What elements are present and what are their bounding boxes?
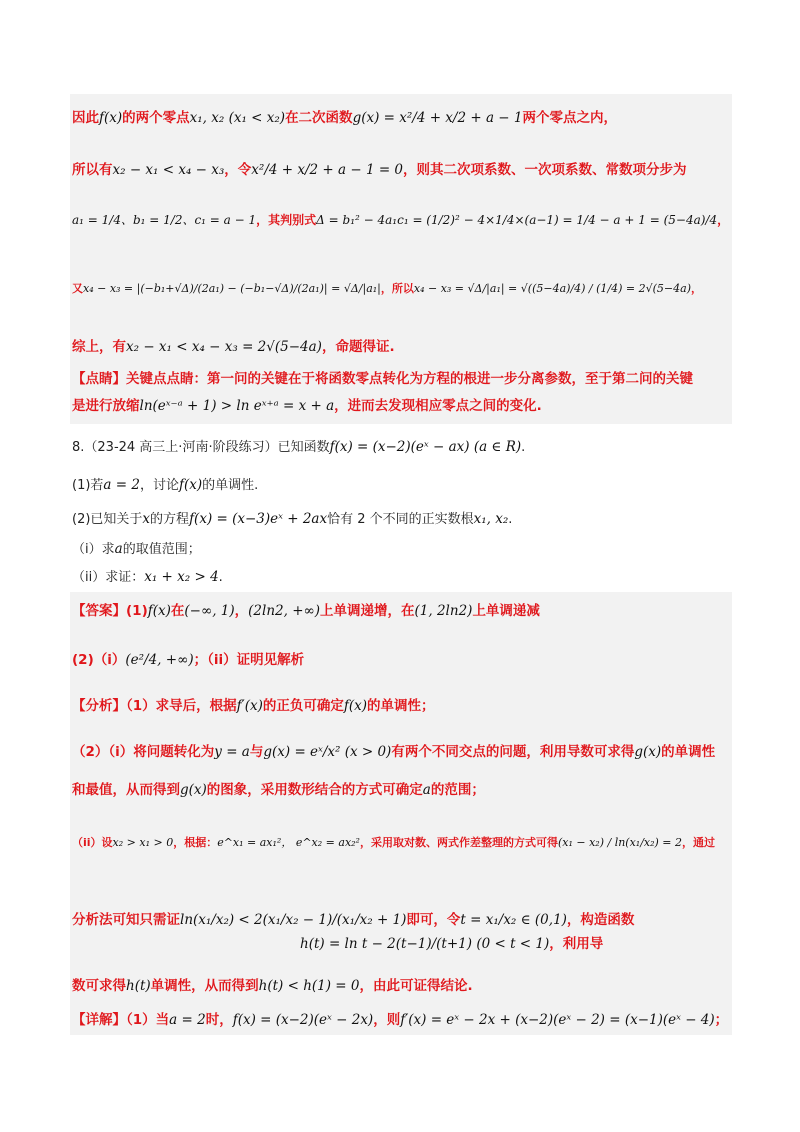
formula: f(x) (147, 603, 171, 619)
text: 的范围； (430, 782, 485, 798)
text: ，进而去发现相应零点之间的变化. (334, 398, 542, 414)
text: ， (690, 282, 702, 295)
analysis-line-2 (72, 160, 687, 180)
formula: x²/4 + x/2 + a − 1 = 0 (251, 162, 404, 178)
formula: a (114, 541, 123, 557)
text: 是进行放缩 (72, 398, 140, 414)
text: ，令 (224, 162, 252, 178)
text: 恰有 2 个不同的正实数根 (327, 512, 474, 527)
comment-line-1 (72, 369, 693, 389)
formula: f(x) (178, 477, 203, 493)
formula: (x₁ − x₂) / ln(x₁/x₂) = 2 (557, 836, 683, 849)
text: 因此 (72, 110, 99, 126)
formula: x₂ > x₁ > 0 (112, 836, 174, 849)
problem-sub-1 (72, 539, 201, 560)
formula: f(x) (343, 698, 368, 714)
formula: f(x) = (x−2)(eˣ − ax) (a ∈ R) (329, 439, 522, 455)
text: 有两个不同交点的问题，利用导数可求得 (391, 744, 635, 760)
formula: ln(x₁/x₂) < 2(x₁/x₂ − 1)/(x₁/x₂ + 1) (180, 912, 407, 928)
formula: a = 2 (169, 1012, 206, 1028)
analysis-section-1 (72, 696, 435, 716)
text: (1)若 (72, 478, 104, 493)
text: 8.（23-24 高三上·河南·阶段练习）已知函数 (72, 440, 330, 455)
text: ，命题得证. (321, 339, 395, 355)
analysis-section-5 (72, 910, 634, 930)
formula: x₂ − x₁ < x₄ − x₃ (112, 162, 225, 178)
text: 又 (72, 282, 83, 295)
formula: f(x) = (x−2)(eˣ − 2x) (232, 1012, 374, 1028)
problem-part-2 (72, 509, 512, 530)
text: ，讨论 (139, 478, 179, 493)
text: 的单调性 (661, 744, 716, 760)
formula: h(t) (126, 978, 151, 994)
formula: (2ln2, +∞) (248, 603, 321, 619)
text: 【分析】（1）求导后，根据 (72, 698, 237, 714)
text: 与 (249, 744, 264, 760)
formula: g(x) (634, 744, 662, 760)
answer-line-1 (72, 601, 540, 621)
text: 分析法可知只需证 (72, 912, 180, 928)
analysis-line-5 (72, 337, 395, 357)
text: ，则其二次项系数、一次项系数、常数项分步为 (403, 162, 687, 178)
formula: f′(x) = eˣ − 2x + (x−2)(eˣ − 2) = (x−1)(eˣ − 4) (400, 1012, 715, 1028)
text: ，构造函数 (566, 912, 635, 928)
text: ，利用导 (549, 936, 604, 952)
formula: h(t) < h(1) = 0 (258, 978, 360, 994)
problem-part-1 (72, 475, 258, 496)
analysis-line-1 (72, 108, 617, 128)
formula: ln(eˣ⁻ᵃ + 1) > ln eˣ⁺ᵃ = x + a (139, 398, 335, 414)
formula: x₁, x₂ (x₁ < x₂) (189, 110, 286, 126)
text: 的方程 (150, 512, 190, 527)
text: 的单调性； (367, 698, 435, 714)
formula: f′(x) (236, 698, 263, 714)
text: ，采用取对数、两式作差整理的方式可得 (359, 836, 558, 849)
formula: x₁ + x₂ > 4 (144, 569, 219, 585)
text: 在二次函数 (285, 110, 353, 126)
text: . (521, 440, 526, 455)
analysis-line-4 (72, 278, 702, 299)
formula: e^x₁ = ax₁²， e^x₂ = ax₂² (217, 836, 360, 849)
formula: x₄ − x₃ = |(−b₁+√Δ)/(2a₁) − (−b₁−√Δ)/(2a₁)| = √Δ/|a₁| (83, 282, 381, 295)
text: （ii）求证： (72, 570, 145, 585)
text: 【详解】（1）当 (72, 1012, 170, 1028)
text: 综上，有 (72, 339, 126, 355)
text: . (508, 512, 513, 527)
text: 和最值，从而得到 (72, 782, 180, 798)
text: ； (714, 1012, 729, 1028)
text: 的两个零点 (122, 110, 190, 126)
text: ，通过 (682, 836, 716, 849)
formula: x₄ − x₃ = √Δ/|a₁| = √((5−4a)/4) / (1/4) = 2√(5−4a) (413, 282, 691, 295)
text: ，则 (373, 1012, 401, 1028)
text: ，其判别式 (256, 213, 317, 227)
text: 的图象，采用数形结合的方式可确定 (206, 782, 423, 798)
text: 上单调递减 (472, 603, 540, 619)
formula: f(x) = (x−3)eˣ + 2ax (189, 511, 328, 527)
text: 在 (170, 603, 185, 619)
text: (2)（i） (72, 652, 126, 668)
text: （2）（i）将问题转化为 (72, 744, 215, 760)
formula: a₁ = 1/4、b₁ = 1/2、c₁ = a − 1 (72, 213, 257, 227)
formula: (−∞, 1) (184, 603, 235, 619)
text: ；（ii）证明见解析 (193, 652, 305, 668)
formula: h(t) = ln t − 2(t−1)/(t+1) (0 < t < 1) (300, 936, 550, 952)
formula: f(x) (99, 110, 123, 126)
analysis-section-2 (72, 742, 715, 762)
text: 【答案】(1) (72, 603, 148, 619)
formula: x (142, 511, 151, 527)
comment-line-2 (72, 396, 542, 416)
problem-sub-2 (72, 567, 223, 588)
text: 数可求得 (72, 978, 126, 994)
answer-line-2 (72, 650, 304, 670)
text: 单调性，从而得到 (150, 978, 259, 994)
text: 【点睛】关键点点睛：第一问的关键在于将函数零点转化为方程的根进一步分离参数，至于第二问的关键 (72, 371, 693, 387)
text: 的取值范围； (122, 542, 201, 557)
text: ， (717, 213, 730, 227)
formula: (1, 2ln2) (414, 603, 473, 619)
formula: g(x) = eˣ/x² (x > 0) (263, 744, 392, 760)
text: . (218, 570, 223, 585)
analysis-section-3 (72, 780, 485, 800)
text: 所以有 (72, 162, 113, 178)
formula: x₁, x₂ (473, 511, 509, 527)
analysis-section-6 (72, 976, 473, 996)
text: ，由此可证得结论. (359, 978, 473, 994)
problem-stem (72, 437, 525, 458)
formula: x₂ − x₁ < x₄ − x₃ = 2√(5−4a) (126, 339, 322, 355)
text: ， (234, 603, 249, 619)
analysis-section-5b (300, 934, 603, 954)
text: （i）求 (72, 542, 115, 557)
text: ，所以 (380, 282, 414, 295)
text: 即可，令 (406, 912, 461, 928)
formula: (e²/4, +∞) (125, 652, 194, 668)
formula: t = x₁/x₂ ∈ (0,1) (460, 912, 567, 928)
text: 的单调性. (202, 478, 259, 493)
text: ，根据： (173, 836, 218, 849)
formula: y = a (214, 744, 250, 760)
formula: g(x) = x²/4 + x/2 + a − 1 (352, 110, 523, 126)
text: 的正负可确定 (262, 698, 344, 714)
text: 时， (205, 1012, 233, 1028)
detail-line-1 (72, 1010, 728, 1030)
formula: a = 2 (103, 477, 140, 493)
text: （ii）设 (72, 836, 113, 849)
formula: g(x) (180, 782, 207, 798)
text: (2)已知关于 (72, 512, 143, 527)
analysis-line-3 (72, 210, 729, 230)
formula: Δ = b₁² − 4a₁c₁ = (1/2)² − 4×1/4×(a−1) = 1/4 − a + 1 = (5−4a)/4 (316, 213, 718, 227)
formula: a (422, 782, 431, 798)
text: 上单调递增，在 (320, 603, 415, 619)
text: 两个零点之内， (522, 110, 617, 126)
analysis-section-4 (72, 832, 715, 853)
